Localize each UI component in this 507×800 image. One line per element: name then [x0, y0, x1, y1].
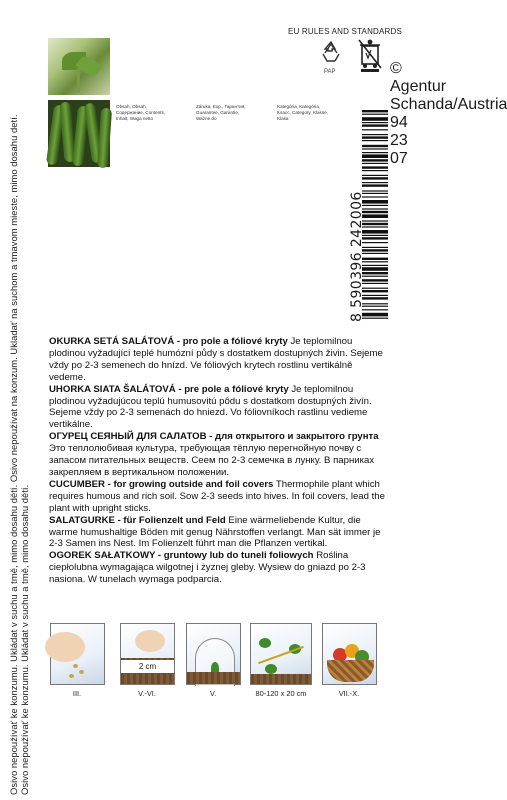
text-de: Eine wärmeliebende Kultur, die warme humushaltige Böden mit genug Nährstoffen verlangt. Man sät immer je 2-3 Samen ins Nest. Im Folienzelt führt man die Pflanzen vertikal.: [49, 514, 381, 550]
contents-label: Obsah, Obsah, Содержание, Contents, Inhalt, Waga netto: [116, 104, 166, 121]
caption-4: 80-120 x 20 cm: [255, 689, 307, 698]
barcode-bar: [362, 205, 388, 206]
text-cz: Je teplomilnou plodinou vyžadující teplé humózní půdy s dostatkem dostupných živin. Sejeme vždy po 2-3 semenech do hnízd. Ve fóliových krytech rostlinu vertikálně vedeme.: [49, 336, 383, 383]
barcode-bar: [362, 211, 388, 213]
caption-2: V.-VI.: [138, 689, 156, 698]
warning-line-1: Osivo nepoužívať ke konzumu. Ukládat v suchu a tmě, mimo dosahu dětí. Osivo nepoužívat na konzum. Ukladať na suchom a tmavom mieste, mimo dosahu detí.: [8, 114, 19, 795]
waste-bin-icon: [358, 38, 382, 72]
barcode-bar: [362, 114, 388, 115]
barcode-bar: [362, 247, 388, 248]
barcode-bar: [362, 214, 388, 218]
barcode-bar: [362, 145, 388, 147]
title-ru: ОГУРЕЦ СЕЯНЫЙ ДЛЯ САЛАТОВ - для открытого и закрытого грунта: [49, 431, 379, 443]
title-en: CUCUMBER - for growing outside and foil covers: [49, 478, 274, 490]
seedling-photo: [48, 38, 110, 95]
desc-cz: [49, 336, 389, 384]
barcode-bar: [362, 117, 388, 121]
category-label: Kategória, Kategória, Класс, Category, Klasse, Klasa: [277, 104, 328, 121]
barcode-bar: [362, 177, 388, 179]
barcode-bar: [362, 184, 388, 186]
sowing-time-pictogram: [50, 623, 105, 685]
barcode-bar: [362, 152, 388, 153]
barcode-bar: [362, 124, 388, 126]
barcode-bar: [362, 196, 388, 197]
barcode-bar: [362, 258, 388, 260]
text-sk: Je teplomilnou plodinou vyžadujúcou teplú humusovitú pôdu s dostatkom dostupných živín. Sejeme vždy po 2-3 semenách do hniezd. Vo fóliovníkoch rastlinu vedieme vertikálne.: [49, 383, 372, 431]
barcode-bar: [362, 200, 388, 204]
desc-ru: [49, 431, 389, 479]
barcode-bar: [362, 175, 388, 176]
barcode-bar: [362, 193, 388, 194]
caption-5: VII.-X.: [338, 689, 360, 698]
text-pl: Roślina ciepłolubna wymagająca wilgotnej i żyznej gleby. Wysiew do gniazd po 2-3 nasiona. W tunelach wymaga podparcia.: [49, 550, 366, 586]
barcode-bar: [362, 237, 388, 239]
barcode-bar: [362, 190, 388, 191]
barcode-bar: [362, 267, 388, 271]
barcode-bar: [362, 309, 388, 310]
barcode-bar: [362, 272, 388, 274]
barcode-bar: [362, 297, 388, 299]
left-warning-strip: [0, 0, 40, 800]
barcode-image: [362, 110, 388, 320]
barcode-number: 8 590396 242006: [349, 191, 365, 322]
barcode-bar: [362, 303, 388, 304]
barcode-bar: [362, 110, 388, 112]
barcode-bar: [362, 122, 388, 123]
barcode-bar: [362, 159, 388, 161]
barcode-bar: [362, 313, 388, 317]
barcode-bar: [362, 129, 388, 130]
barcode-bar: [362, 230, 388, 234]
caption-3: V.: [209, 689, 217, 698]
title-sk: UHORKA SIATA ŠALÁTOVÁ - pre pole a fóliové kryty: [49, 383, 289, 395]
barcode-bar: [362, 170, 388, 171]
title-cz: OKURKA SETÁ SALÁTOVÁ - pro pole a fóliové kryty: [49, 336, 288, 347]
barcode-bar: [362, 261, 388, 262]
foil-cover-pictogram: [186, 623, 241, 685]
barcode-bar: [362, 276, 388, 277]
barcode-bar: [362, 265, 388, 266]
harvest-pictogram: [322, 623, 377, 685]
eu-rules-heading: EU RULES AND STANDARDS: [288, 27, 403, 36]
barcode-bar: [362, 134, 388, 135]
barcode-bar: [362, 290, 388, 292]
recycle-icon: [320, 40, 342, 64]
title-pl: OGOREK SAŁATKOWY - gruntowy lub do tuneli foliowych: [49, 550, 314, 562]
barcode-bar: [362, 182, 388, 183]
desc-sk: [49, 384, 389, 432]
barcode-bar: [362, 295, 388, 296]
barcode-bar: [362, 166, 388, 168]
barcode-bar: [362, 318, 388, 319]
description-block: [49, 336, 389, 586]
barcode-bar: [362, 306, 388, 307]
title-de: SALATGURKE - für Folienzelt und Feld: [49, 514, 226, 526]
caption-1: III.: [72, 689, 82, 698]
barcode-bar: [362, 154, 388, 158]
copyright-text: © Agentur Schanda/Austria 94 23 07: [390, 60, 507, 167]
text-ru: Это теплолюбивая культура, требующая тёплую перегнойную почву с запасом питательных веществ. Сеем по 2-3 семечка в лунку. В парниках закрепляем в вертикальном положении.: [49, 443, 375, 478]
barcode-bar: [362, 279, 388, 281]
barcode-bar: [362, 249, 388, 251]
pap-label: PAP: [324, 69, 336, 75]
depth-label: 2 cm: [121, 660, 174, 674]
barcode-bar: [362, 136, 388, 138]
barcode-bar: [362, 235, 388, 236]
cucumbers-photo: [48, 100, 110, 167]
expiry-label: Záruka, Exp., Гарантия, Guarantee, Garantie, Ważne do: [196, 104, 246, 121]
barcode-bar: [362, 226, 388, 227]
barcode-bar: [362, 148, 388, 149]
storage-warning-text: [8, 15, 30, 795]
barcode-bar: [362, 242, 388, 243]
plant-spacing-pictogram: [250, 623, 312, 685]
sowing-depth-pictogram: [120, 623, 175, 685]
barcode-bar: [362, 140, 388, 141]
barcode-bar: [362, 253, 388, 254]
barcode-bar: [362, 220, 388, 221]
barcode-bar: [362, 223, 388, 225]
barcode-bar: [362, 283, 388, 284]
barcode-bar: [362, 163, 388, 164]
desc-de: [49, 515, 389, 551]
desc-en: [49, 479, 389, 515]
text-en: Thermophile plant which requires humous and rich soil. Sow 2-3 seeds into hives. In foil covers, lead the plant with upright sticks.: [49, 478, 385, 514]
desc-pl: [49, 550, 389, 586]
barcode-bar: [362, 288, 388, 289]
barcode-bar: [362, 208, 388, 209]
warning-line-2: Osivo nepoužívať ke konzumu. Ukládat v suchu a tmě, mimo dosahu dětí.: [19, 484, 30, 795]
